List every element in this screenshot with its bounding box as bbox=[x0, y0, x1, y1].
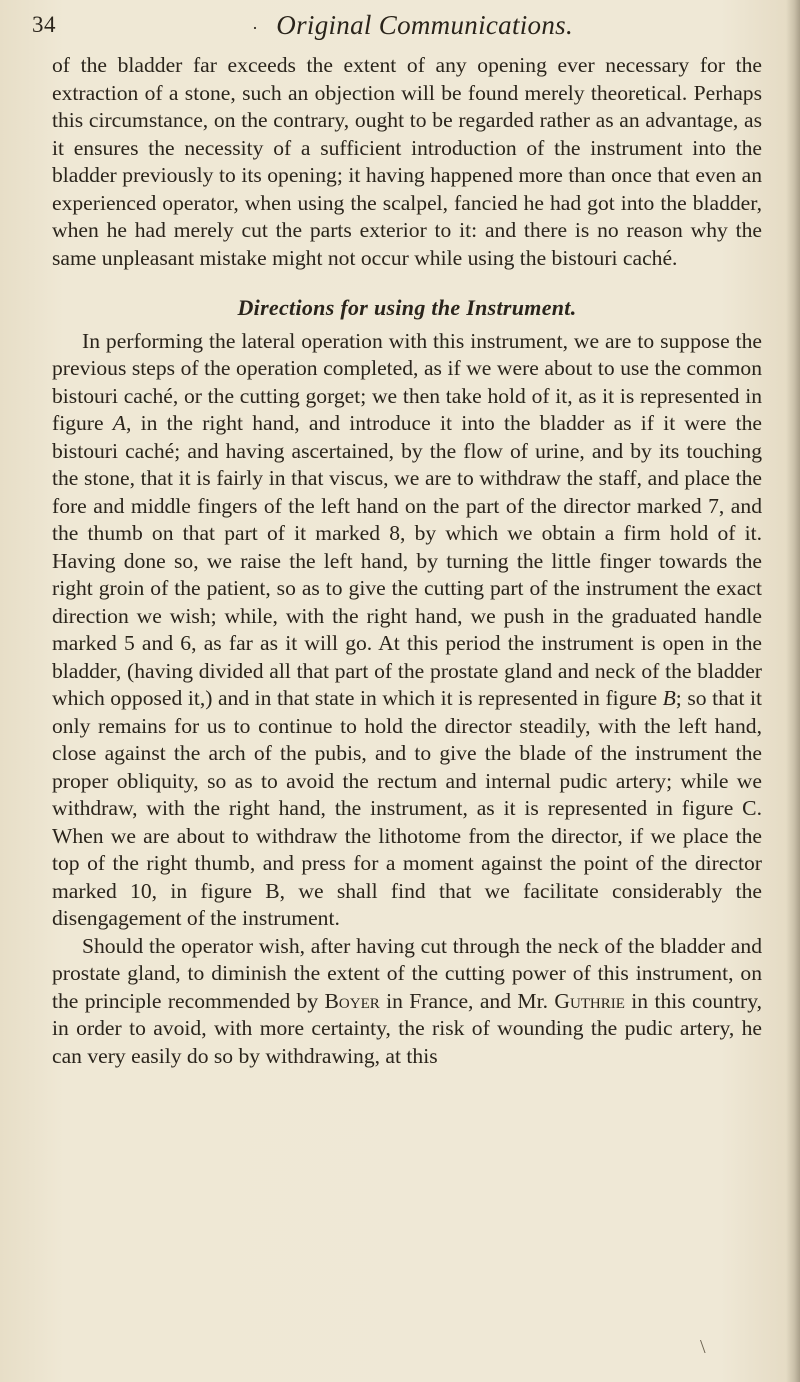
paragraph-2-part-c: ; so that it only remains for us to continue to hold the director steadily, with the left hand, close against the arch of the pubis, and to give the blade of the instrument the proper obliquity, so as to avoid the rectum and internal pudic artery; while we withdraw, with the right hand, the instrument, as it is represented in figure C. When we are about to withdraw the lithotome from the director, if we place the top of the right thumb, and press for a moment against the point of the director marked 10, in figure B, we shall find that we facilitate considerably the disengagement of the instrument. bbox=[52, 686, 762, 930]
paragraph-3-part-a: Should the operator wish, after having cut through the neck of the bladder and prostate gland, to diminish the extent of the cutting power of this instrument, on the principle recommended by bbox=[52, 933, 762, 1013]
page-edge-shadow bbox=[786, 0, 800, 1382]
paragraph-2 bbox=[52, 328, 762, 933]
header-dot: · bbox=[252, 18, 259, 38]
paragraph-3-part-c: in this country, in order to avoid, with more certainty, the risk of wounding the pudic artery, he can very easily do so by withdrawing, at this bbox=[52, 988, 763, 1068]
running-head-text: Original Communications. bbox=[276, 10, 574, 40]
figure-ref-a: A bbox=[112, 411, 126, 435]
paragraph-2-part-b: , in the right hand, and introduce it into the bladder as if it were the bistouri caché; and having ascertained, by the flow of urine, and by its touching the stone, that it is fairly in that viscus, we are to withdraw the staff, and place the fore and middle fingers of the left hand on the part of the director marked 7, and the thumb on that part of it marked 8, by which we obtain a firm hold of it. Having done so, we raise the left hand, by turning the little finger towards the right groin of the patient, so as to give the cutting part of the instrument the exact direction we wish; while, with the right hand, we push in the graduated handle marked 5 and 6, as far as it will go. At this period the instrument is open in the bladder, (having divided all that part of the prostate gland and neck of the bladder which opposed it,) and in that state in which it is represented in figure bbox=[52, 411, 762, 710]
paragraph-3 bbox=[52, 933, 762, 1071]
figure-ref-b: B bbox=[662, 686, 676, 710]
author-name-guthrie: Guthrie bbox=[554, 988, 625, 1013]
paragraph-1: of the bladder far exceeds the extent of any opening ever necessary for the extraction of a stone, such an objection will be found merely theoretical. Perhaps this circumstance, on the contrary, ought to be regarded rather as an advantage, as it ensures the necessity of a sufficient introduction of the instrument into the bladder previously to its opening; it having happened more than once that even an experienced operator, when using the scalpel, fancied he had got into the bladder, when he had merely cut the parts exterior to it: and there is no reason why the same unpleasant mistake might not occur while using the bistouri caché. bbox=[52, 53, 762, 270]
paragraph-3-part-b: in France, and Mr. bbox=[379, 988, 555, 1013]
page-number: 34 bbox=[32, 12, 56, 37]
paragraph-2-part-a: In performing the lateral operation with this instrument, we are to suppose the previous steps of the operation completed, as if we were about to use the common bistouri caché, or the cutting gorget; we then take hold of it, as it is represented in figure bbox=[52, 328, 762, 435]
body-text bbox=[52, 52, 762, 1070]
section-heading: Directions for using the Instrument. bbox=[237, 295, 577, 320]
author-name-boyer: Boyer bbox=[324, 988, 380, 1013]
running-head bbox=[252, 10, 573, 41]
page-header bbox=[32, 8, 752, 44]
stray-mark: \ bbox=[700, 1336, 706, 1358]
